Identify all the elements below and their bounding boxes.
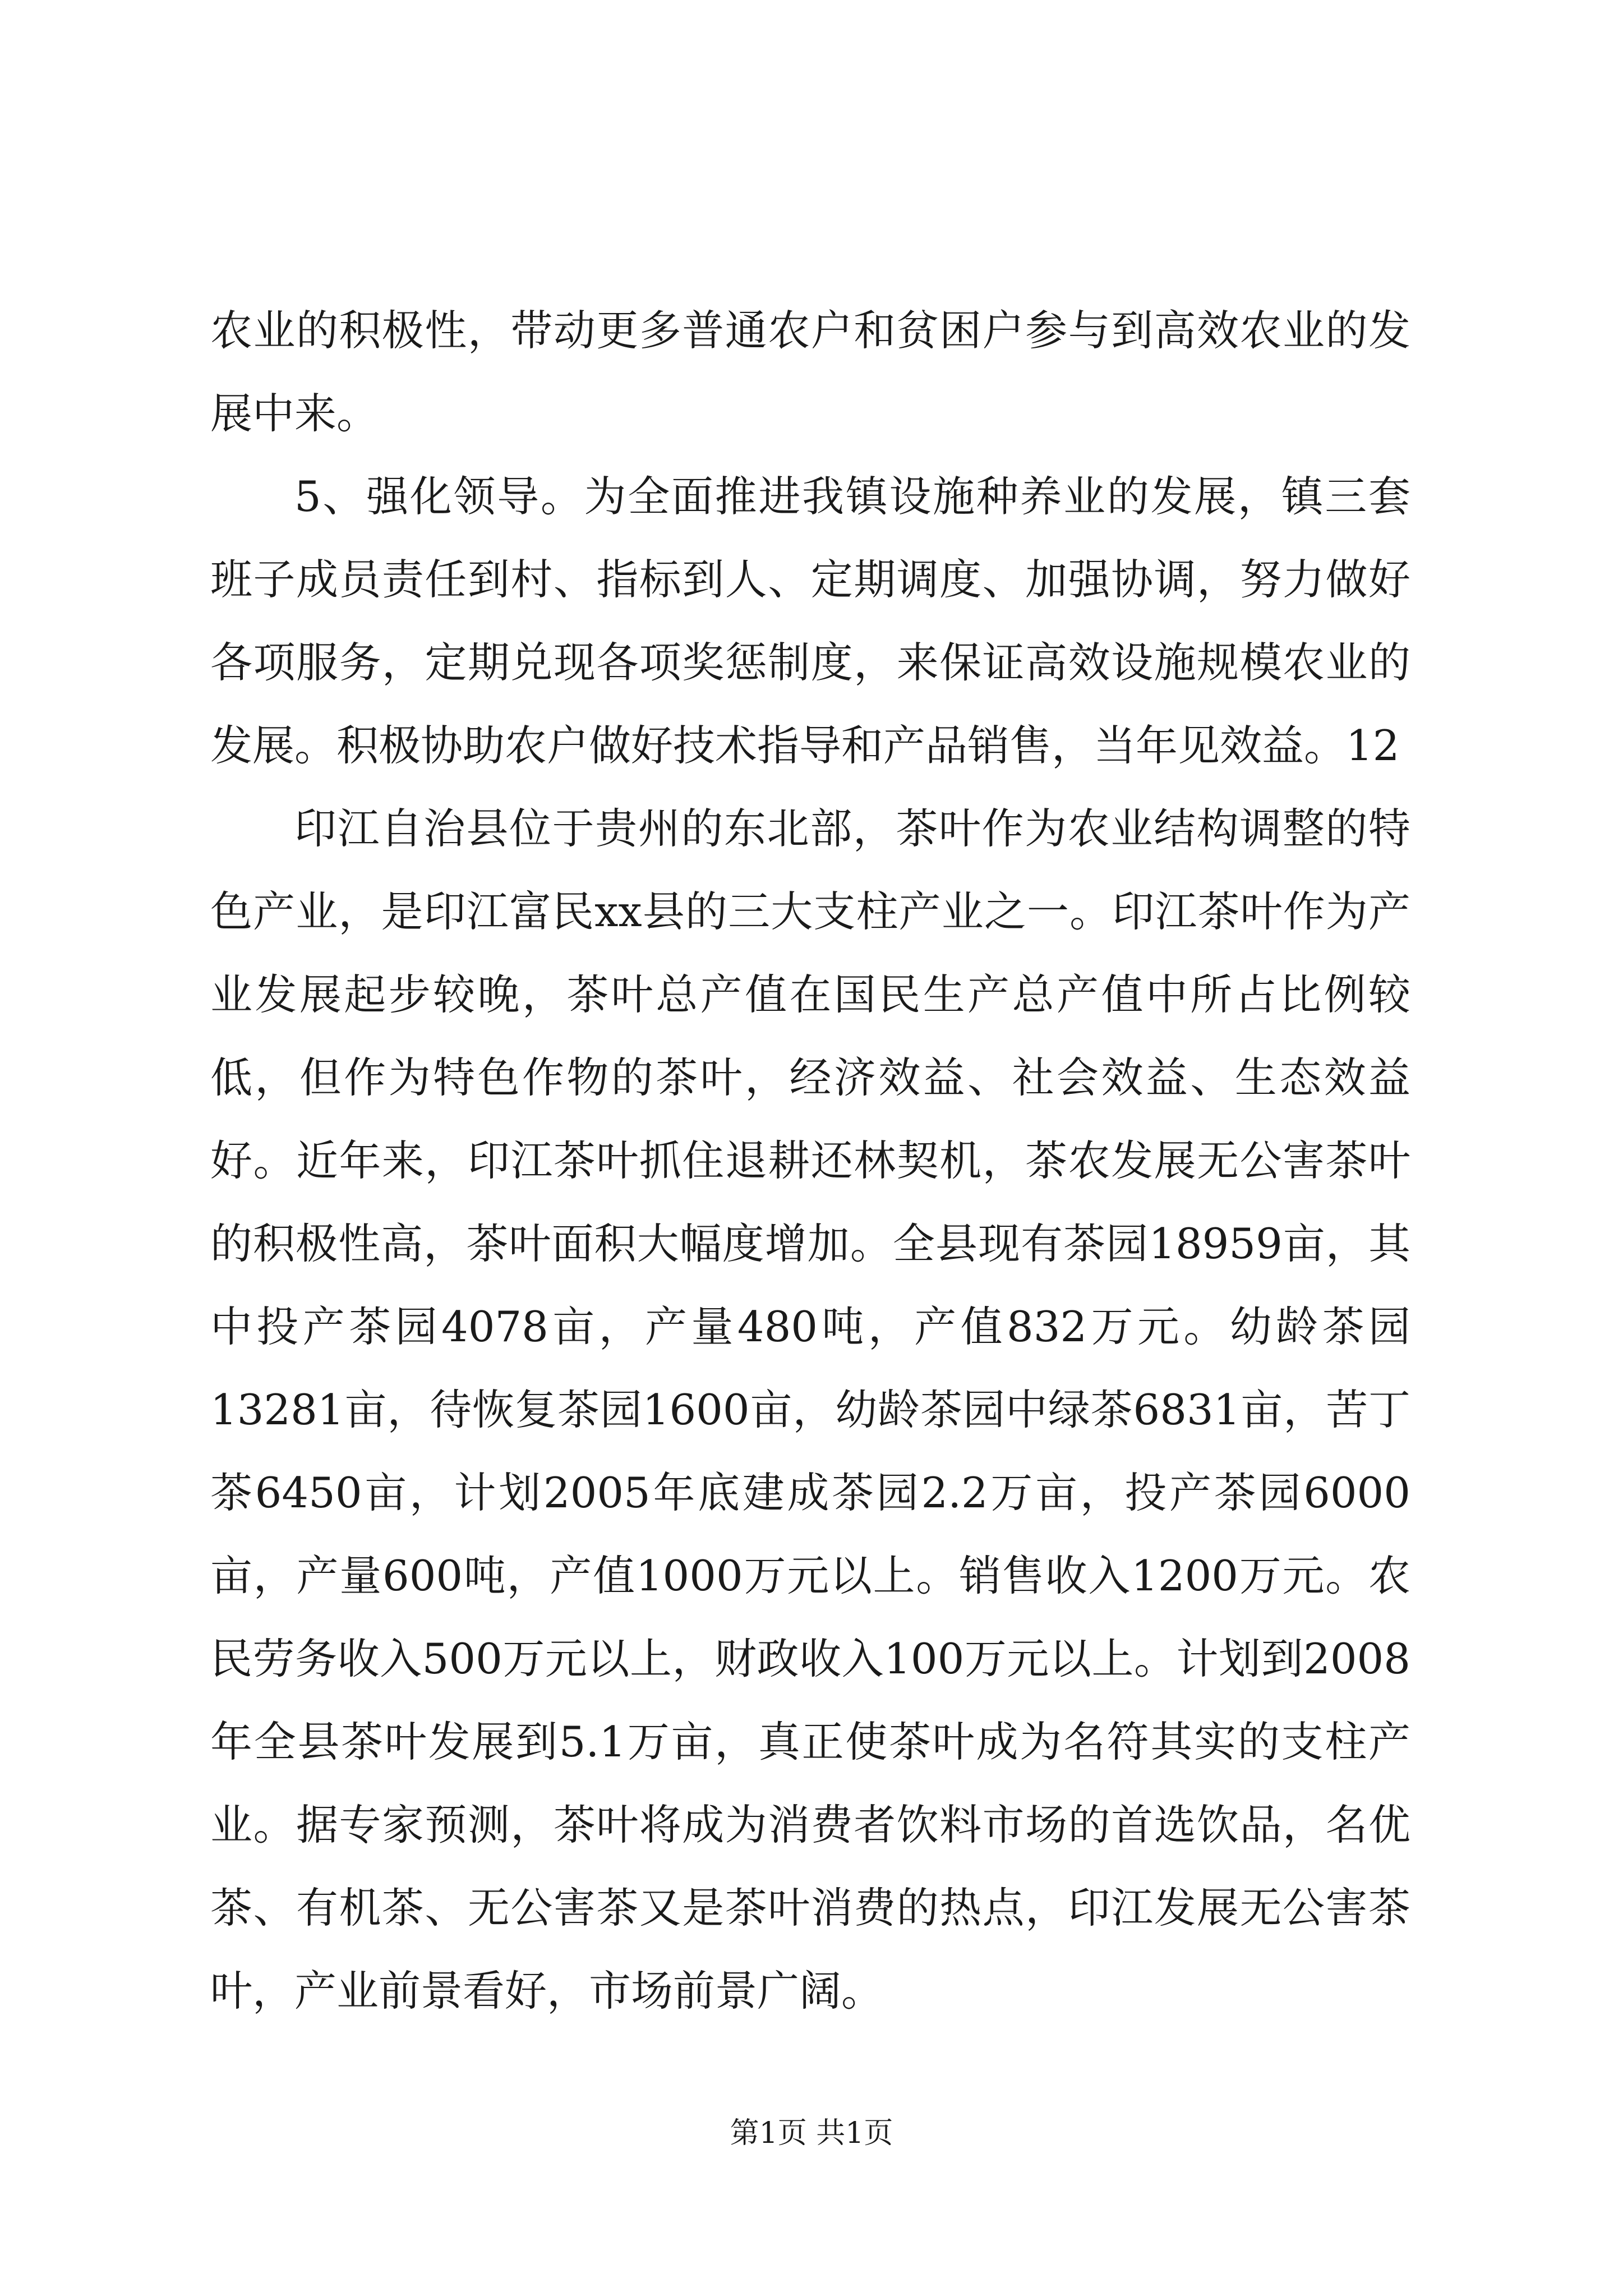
paragraph-yinjiang-tea: 印江自治县位于贵州的东北部，茶叶作为农业结构调整的特色产业，是印江富民xx县的三大支柱产业之一。印江茶叶作为产业发展起步较晚，茶叶总产值在国民生产总产值中所占比例较低，但作为特色作物的茶叶，经济效益、社会效益、生态效益好。近年来，印江茶叶抓住退耕还林契机，茶农发展无公害茶叶的积极性高，茶叶面积大幅度增加。全县现有茶园18959亩，其中投产茶园4078亩，产量480吨，产值832万元。幼龄茶园13281亩，待恢复茶园1600亩，幼龄茶园中绿茶6831亩，苦丁茶6450亩，计划2005年底建成茶园2.2万亩，投产茶园6000亩，产量600吨，产值1000万元以上。销售收入1200万元。农民劳务收入500万元以上，财政收入100万元以上。计划到2008年全县茶叶发展到5.1万亩，真正使茶叶成为名符其实的支柱产业。据专家预测，茶叶将成为消费者饮料市场的首选饮品，名优茶、有机茶、无公害茶又是茶叶消费的热点，印江发展无公害茶叶，产业前景看好，市场前景广阔。 [210,804,1410,2016]
document-body [210,289,1410,2032]
page-footer: 第1页 共1页 [730,2116,893,2150]
paragraph-continued: 农业的积极性，带动更多普通农户和贫困户参与到高效农业的发展中来。 [210,306,1410,438]
paragraph-strengthen-leadership: 5、强化领导。为全面推进我镇设施种养业的发展，镇三套班子成员责任到村、指标到人、定期调度、加强协调，努力做好各项服务，定期兑现各项奖惩制度，来保证高效设施规模农业的发展。积极协助农户做好技术指导和产品销售，当年见效益。12 [210,472,1410,770]
